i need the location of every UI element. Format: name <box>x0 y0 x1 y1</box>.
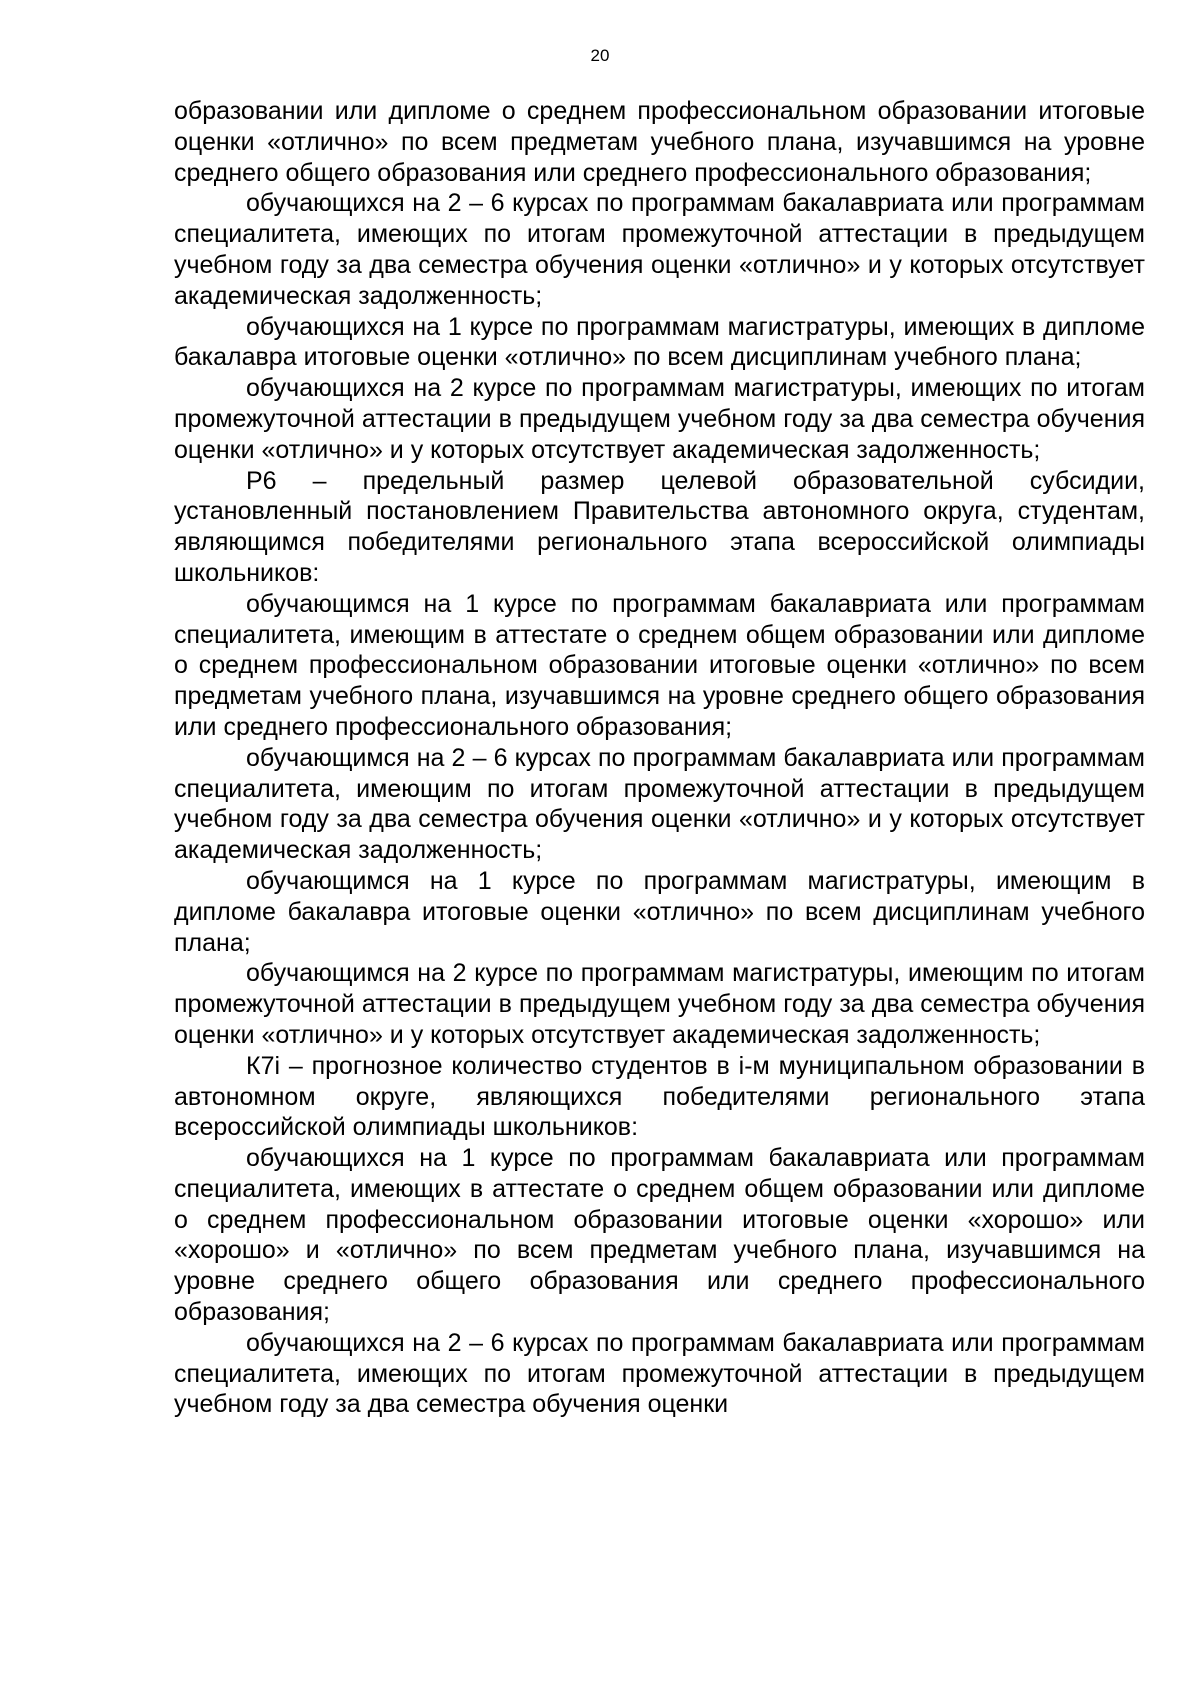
paragraph: обучающихся на 2 курсе по программам магистратуры, имеющих по итогам промежуточной аттестации в предыдущем учебном году за два семестра обучения оценки «отлично» и у которых отсутствует академическая задолженность; <box>174 374 1145 464</box>
paragraph: обучающимся на 2 – 6 курсах по программам бакалавриата или программам специалитета, имеющим по итогам промежуточной аттестации в предыдущем учебном году за два семестра обучения оценки «отлично» и у которых отсутствует академическая задолженность; <box>174 743 1145 865</box>
paragraph: обучающихся на 1 курсе по программам бакалавриата или программам специалитета, имеющих в аттестате о среднем общем образовании или дипломе о среднем профессиональном образовании итоговые оценки «хорошо» или «хорошо» и «отлично» по всем предметам учебного плана, изучавшимся на уровне среднего общего образования или среднего профессионального образования; <box>174 1144 1145 1327</box>
paragraph-continuation: образовании или дипломе о среднем профессиональном образовании итоговые оценки «отлично» по всем предметам учебного плана, изучавшимся на уровне среднего общего образования или среднего профессионального образования; <box>174 97 1145 187</box>
paragraph: обучающихся на 2 – 6 курсах по программам бакалавриата или программам специалитета, имеющих по итогам промежуточной аттестации в предыдущем учебном году за два семестра обучения оценки «отлично» и у которых отсутствует академическая задолженность; <box>174 189 1145 310</box>
paragraph: обучающимся на 1 курсе по программам бакалавриата или программам специалитета, имеющим в аттестате о среднем общем образовании или дипломе о среднем профессиональном образовании итоговые оценки «отлично» по всем предметам учебного плана, изучавшимся на уровне среднего общего образования или среднего профессионального образования; <box>174 589 1145 741</box>
paragraph: обучающимся на 1 курсе по программам магистратуры, имеющим в дипломе бакалавра итоговые оценки «отлично» по всем дисциплинам учебного плана; <box>174 866 1145 957</box>
page-number: 20 <box>590 46 610 65</box>
paragraph: обучающихся на 1 курсе по программам магистратуры, имеющих в дипломе бакалавра итоговые оценки «отлично» по всем дисциплинам учебного плана; <box>174 312 1145 372</box>
paragraph-definition-p6: Р6 – предельный размер целевой образовательной субсидии, установленный постановлением Правительства автономного округа, студентам, являющимся победителями регионального этапа всероссийской олимпиады школьников: <box>174 466 1145 587</box>
paragraph: обучающихся на 2 – 6 курсах по программам бакалавриата или программам специалитета, имеющих по итогам промежуточной аттестации в предыдущем учебном году за два семестра обучения оценки <box>174 1328 1145 1419</box>
paragraph: обучающимся на 2 курсе по программам магистратуры, имеющим по итогам промежуточной аттестации в предыдущем учебном году за два семестра обучения оценки «отлично» и у которых отсутствует академическая задолженность; <box>174 959 1145 1049</box>
paragraph-definition-k7i: К7i – прогнозное количество студентов в i-м муниципальном образовании в автономном округе, являющихся победителями регионального этапа всероссийской олимпиады школьников: <box>174 1051 1145 1142</box>
document-body <box>174 96 1145 1420</box>
